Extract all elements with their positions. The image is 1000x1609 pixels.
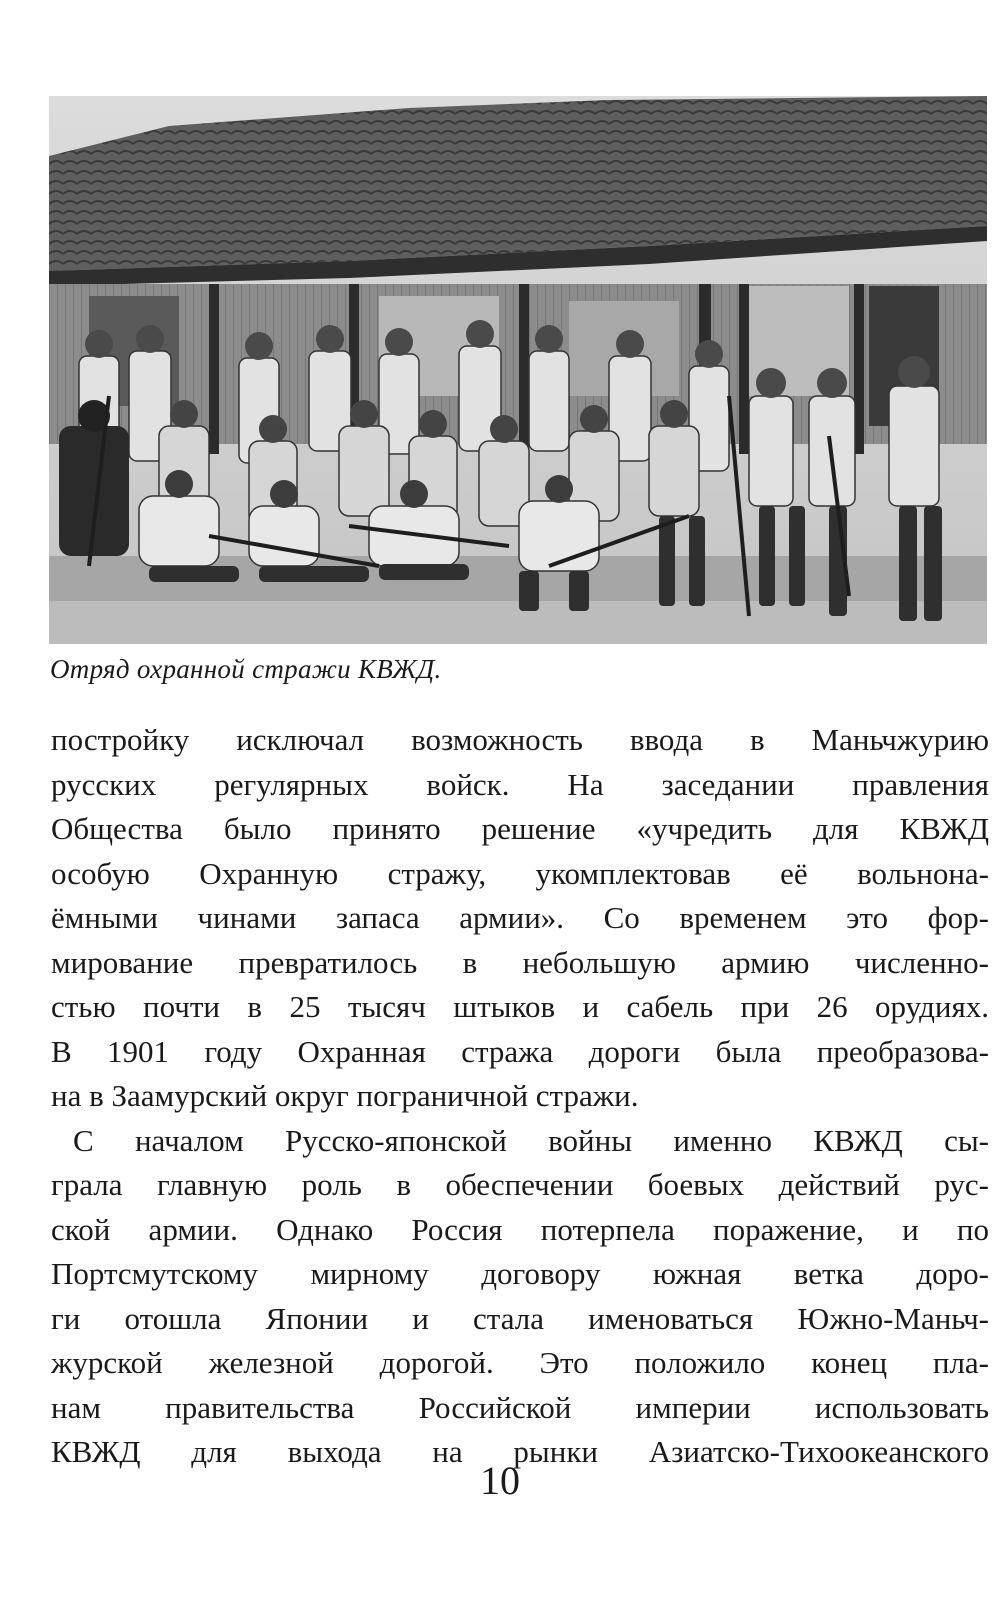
text-line: русских регулярных войск. На заседании правления — [51, 766, 989, 802]
paragraph — [51, 1119, 989, 1475]
text-line: В 1901 году Охранная стража дороги была преобразова- — [51, 1033, 989, 1069]
page-number: 10 — [480, 1458, 520, 1503]
photograph-icon — [49, 96, 987, 644]
text-line: особую Охранную стражу, укомплектовав её вольнона- — [51, 855, 989, 891]
text-line: на в Заамурский округ пограничной стражи. — [51, 1078, 639, 1113]
text-line: С началом Русско-японской войны именно КВЖД сы- — [73, 1122, 989, 1158]
text-line: мирование превратилось в небольшую армию численно- — [51, 944, 989, 980]
photo-caption: Отряд охранной стражи КВЖД. — [50, 654, 442, 684]
text-line: ской армии. Однако Россия потерпела поражение, и по — [51, 1211, 989, 1247]
text-line: стью почти в 25 тысяч штыков и сабель при 26 орудиях. — [51, 989, 989, 1024]
body-text — [51, 718, 989, 1475]
paragraph — [51, 718, 989, 1119]
text-line: грала главную роль в обеспечении боевых действий рус- — [51, 1167, 989, 1202]
text-line: КВЖД для выхода на рынки Азиатско-Тихоокеанского — [51, 1434, 989, 1469]
text-line: нам правительства Российской империи использовать — [51, 1389, 989, 1425]
text-line: постройку исключал возможность ввода в Маньчжурию — [51, 722, 989, 757]
text-line: ги отошла Японии и стала именоваться Южно-Маньч- — [51, 1300, 989, 1336]
text-line: Портсмутскому мирному договору южная ветка доро- — [51, 1256, 989, 1291]
text-line: журской железной дорогой. Это положило конец пла- — [51, 1345, 989, 1380]
text-line: ёмными чинами запаса армии». Со временем это фор- — [51, 900, 989, 935]
text-line: Общества было принято решение «учредить для КВЖД — [51, 811, 989, 846]
historical-photograph — [49, 96, 987, 644]
